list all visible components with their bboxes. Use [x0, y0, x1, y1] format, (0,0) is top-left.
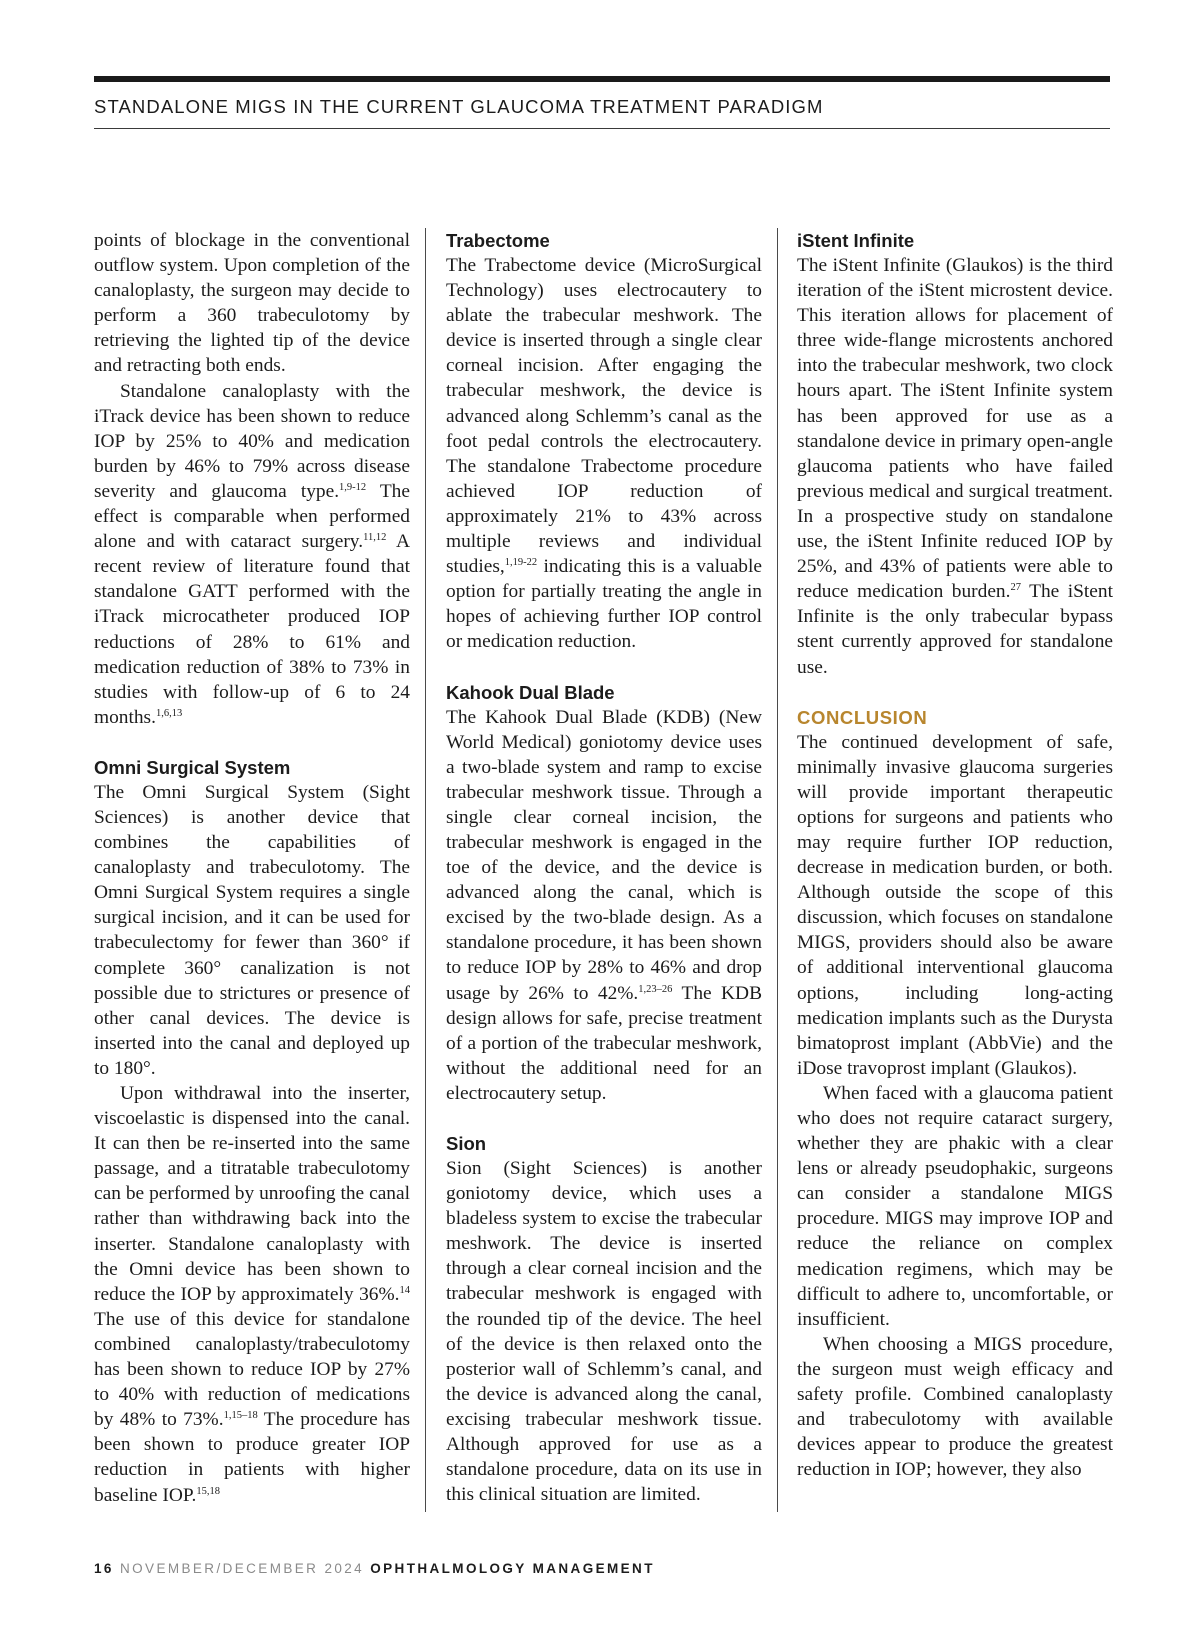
citation: 11,12 [363, 532, 387, 544]
heading-istent-infinite: iStent Infinite [797, 230, 915, 251]
col2-paragraph-3 [446, 1156, 762, 1507]
citation: 14 [399, 1284, 410, 1296]
col3-paragraph-2 [797, 730, 1113, 1081]
column-divider-1 [425, 228, 426, 1512]
issue-date: NOVEMBER/DECEMBER 2024 [119, 1561, 365, 1576]
text-run: indicating this is a valuable option for partially treating the angle in hopes of achieving further IOP control or medication reduction. [446, 556, 762, 653]
column-1 [94, 228, 410, 1508]
page-number: 16 [94, 1561, 114, 1576]
col2-paragraph-2 [446, 705, 762, 1107]
running-head: STANDALONE MIGS IN THE CURRENT GLAUCOMA TREATMENT PARADIGM [94, 96, 824, 117]
col2-paragraph-1 [446, 253, 762, 655]
header-bottom-rule [94, 128, 1110, 129]
col3-paragraph-1 [797, 253, 1113, 680]
heading-trabectome: Trabectome [446, 230, 550, 251]
text-run: The iStent Infinite is the only trabecular bypass stent currently approved for standalone use. [797, 581, 1113, 678]
page-footer [94, 1561, 655, 1576]
citation: 1,19-22 [504, 557, 538, 569]
col1-paragraph-1 [94, 228, 410, 379]
column-3 [797, 228, 1113, 1482]
column-2 [446, 228, 762, 1507]
text-run: Sion (Sight Sciences) is another goniotomy device, which uses a bladeless system to excise the trabecular meshwork. The device is inserted through a clear corneal incision and the trabecular meshwork is engaged with the rounded tip of the device. The heel of the device is then relaxed onto the posterior wall of Schlemm’s canal, and the device is advanced along the canal, excising trabecular meshwork tissue. Although approved for use as a standalone procedure, data on its use in this clinical situation are limited. [446, 1158, 762, 1506]
column-divider-2 [777, 228, 778, 1512]
text-run: The Omni Surgical System (Sight Sciences) is another device that combines the capabilities of canaloplasty and trabeculotomy. The Omni Surgical System requires a single surgical incision, and it can be used for trabeculectomy for fewer than 360° if complete 360° canalization is not possible due to strictures or presence of other canal devices. The device is inserted into the canal and deployed up to 180°. [94, 781, 410, 1079]
heading-kahook-dual-blade: Kahook Dual Blade [446, 681, 615, 703]
text-run: Standalone canaloplasty with the iTrack device has been shown to reduce IOP by 25% to 40% and medication burden by 46% to 79% across disease severity and glaucoma type. [94, 380, 410, 502]
text-run: When choosing a MIGS procedure, the surgeon must weigh efficacy and safety profile. Combined canaloplasty and trabeculotomy with available devices appear to produce the greatest reduction in IOP; however, they also [797, 1333, 1113, 1481]
col1-paragraph-4 [94, 1081, 410, 1508]
text-run: When faced with a glaucoma patient who does not require cataract surgery, whether they are phakic with a clear lens or already pseudophakic, surgeons can consider a standalone MIGS procedure. MIGS may improve IOP and reduce the reliance on complex medication regimens, which may be difficult to adhere to, uncomfortable, or insufficient. [797, 1082, 1113, 1330]
citation: 1,6,13 [155, 707, 183, 719]
text-run: The procedure has been shown to produce greater IOP reduction in patients with higher baseline IOP. [94, 1409, 410, 1506]
text-run: points of blockage in the conventional outflow system. Upon completion of the canaloplasty, the surgeon may decide to perform a 360 trabeculotomy by retrieving the lighted tip of the device and retracting both ends. [94, 230, 410, 377]
text-run: The use of this device for standalone combined canaloplasty/trabeculotomy has been shown to reduce IOP by 27% to 40% with reduction of medications by 48% to 73%. [94, 1308, 410, 1431]
citation: 27 [1010, 582, 1021, 594]
publication-name: OPHTHALMOLOGY MANAGEMENT [370, 1561, 655, 1576]
col3-paragraph-4 [797, 1332, 1113, 1483]
text-run: The KDB design allows for safe, precise treatment of a portion of the trabecular meshwork, without the additional need for an electrocautery setup. [446, 982, 762, 1104]
heading-sion: Sion [446, 1133, 487, 1154]
citation: 1,15–18 [223, 1410, 258, 1422]
text-run: The Kahook Dual Blade (KDB) (New World Medical) goniotomy device uses a two-blade system and ramp to excise trabecular meshwork tissue. Through a single clear corneal incision, the trabecular meshwork is engaged in the toe of the device, and the device is advanced along the canal, which is excised by the two-blade design. As a standalone procedure, it has been shown to reduce IOP by 28% to 46% and drop usage by 26% to 42%. [446, 706, 762, 1004]
text-run: The Trabectome device (MicroSurgical Technology) uses electrocautery to ablate the trabecular meshwork. The device is inserted through a single clear corneal incision. After engaging the trabecular meshwork, the device is advanced along Schlemm’s canal as the foot pedal controls the electrocautery. The standalone Trabectome procedure achieved IOP reduction of approximately 21% to 43% across multiple reviews and individual studies, [446, 255, 762, 578]
col1-paragraph-3 [94, 780, 410, 1081]
col3-paragraph-3 [797, 1081, 1113, 1332]
text-run: A recent review of literature found that standalone GATT performed with the iTrack microcatheter produced IOP reductions of 28% to 61% and medication reduction of 38% to 73% in studies with follow-up of 6 to 24 months. [94, 531, 410, 728]
text-run: Upon withdrawal into the inserter, viscoelastic is dispensed into the canal. It can then be re-inserted into the same passage, and a titratable trabeculotomy can be performed by unroofing the canal rather than withdrawing back into the inserter. Standalone canaloplasty with the Omni device has been shown to reduce the IOP by approximately 36%. [94, 1083, 410, 1305]
text-run: The iStent Infinite (Glaukos) is the third iteration of the iStent microstent device. This iteration allows for placement of three wide-flange microstents anchored into the trabecular meshwork, two clock hours apart. The iStent Infinite system has been approved for use as a standalone device in primary open-angle glaucoma patients who have failed previous medical and surgical treatment. In a prospective study on standalone use, the iStent Infinite reduced IOP by 25%, and 43% of patients were able to reduce medication burden. [797, 255, 1113, 603]
citation: 1,23–26 [638, 983, 673, 995]
heading-omni-surgical-system: Omni Surgical System [94, 756, 291, 778]
heading-conclusion: CONCLUSION [797, 706, 928, 728]
col1-paragraph-2 [94, 379, 410, 730]
citation: 15,18 [196, 1485, 220, 1497]
citation: 1,9-12 [339, 481, 367, 493]
text-run: The effect is comparable when performed alone and with cataract surgery. [94, 480, 410, 553]
header-top-rule [94, 76, 1110, 82]
text-run: The continued development of safe, minimally invasive glaucoma surgeries will provide important therapeutic options for surgeons and patients who may require further IOP reduction, decrease in medication burden, or both. Although outside the scope of this discussion, which focuses on standalone MIGS, providers should also be aware of additional interventional glaucoma options, including long-acting medication implants such as the Durysta bimatoprost implant (AbbVie) and the iDose travoprost implant (Glaukos). [797, 731, 1113, 1079]
